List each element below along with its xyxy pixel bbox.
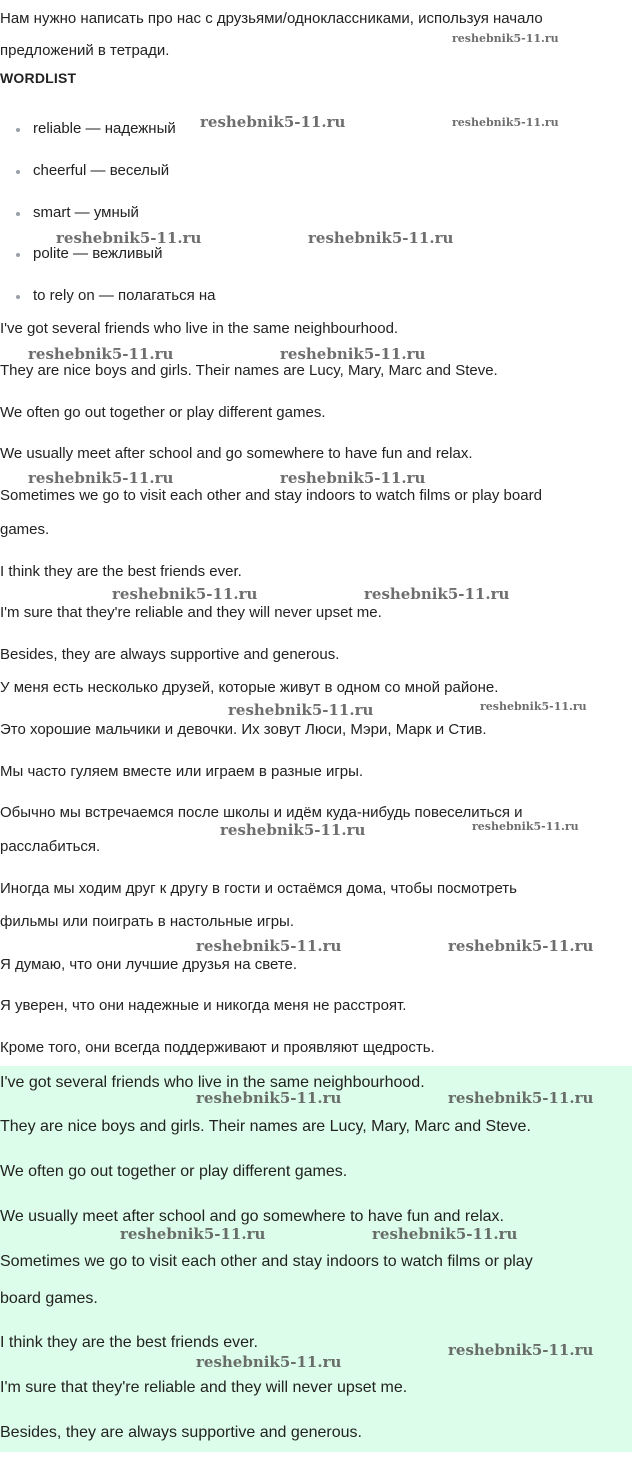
highlighted-line: I'm sure that they're reliable and they will never upset me. [0, 1379, 408, 1396]
wordlist-item-text: reliable — надежный [33, 120, 176, 137]
highlighted-line: We usually meet after school and go somewhere to have fun and relax. [0, 1208, 504, 1225]
watermark: reshebnik5-11.ru [196, 937, 342, 955]
russian-line: Иногда мы ходим друг к другу в гости и остаёмся дома, чтобы посмотреть [0, 880, 517, 897]
russian-line: Кроме того, они всегда поддерживают и проявляют щедрость. [0, 1039, 435, 1056]
russian-line: Обычно мы встречаемся после школы и идём куда-нибудь повеселиться и [0, 804, 523, 821]
watermark: reshebnik5-11.ru [220, 821, 366, 839]
english-line: I've got several friends who live in the same neighbourhood. [0, 320, 399, 337]
highlighted-line: board games. [0, 1290, 98, 1307]
watermark: reshebnik5-11.ru [308, 229, 454, 247]
english-line: games. [0, 521, 50, 538]
watermark: reshebnik5-11.ru [452, 32, 559, 45]
watermark: reshebnik5-11.ru [364, 585, 510, 603]
russian-line: Я уверен, что они надежные и никогда меня не расстроят. [0, 997, 407, 1014]
russian-line: Мы часто гуляем вместе или играем в разные игры. [0, 763, 364, 780]
wordlist-item-text: cheerful — веселый [33, 162, 170, 179]
bullet-icon [16, 253, 20, 257]
watermark: reshebnik5-11.ru [448, 937, 594, 955]
english-line: Besides, they are always supportive and generous. [0, 646, 340, 663]
watermark: reshebnik5-11.ru [480, 700, 587, 713]
highlighted-line: Besides, they are always supportive and generous. [0, 1424, 362, 1441]
watermark: reshebnik5-11.ru [472, 820, 579, 833]
highlighted-line: Sometimes we go to visit each other and stay indoors to watch films or play [0, 1253, 533, 1270]
intro-line-2: предложений в тетради. [0, 42, 170, 59]
watermark: reshebnik5-11.ru [120, 1225, 266, 1243]
russian-line: фильмы или поиграть в настольные игры. [0, 913, 295, 930]
russian-line: Я думаю, что они лучшие друзья на свете. [0, 956, 298, 973]
english-line: They are nice boys and girls. Their names are Lucy, Mary, Marc and Steve. [0, 362, 498, 379]
watermark: reshebnik5-11.ru [228, 701, 374, 719]
highlighted-line: They are nice boys and girls. Their names are Lucy, Mary, Marc and Steve. [0, 1118, 531, 1135]
wordlist-item-text: to rely on — полагаться на [33, 287, 216, 304]
highlighted-answer-block [0, 1066, 632, 1452]
russian-line: Это хорошие мальчики и девочки. Их зовут Люси, Мэри, Марк и Стив. [0, 721, 487, 738]
wordlist-item-text: smart — умный [33, 204, 139, 221]
bullet-icon [16, 295, 20, 299]
watermark: reshebnik5-11.ru [200, 113, 346, 131]
highlighted-line: We often go out together or play different games. [0, 1163, 348, 1180]
english-line: We often go out together or play different games. [0, 404, 326, 421]
watermark: reshebnik5-11.ru [448, 1341, 594, 1359]
watermark: reshebnik5-11.ru [372, 1225, 518, 1243]
english-line: I'm sure that they're reliable and they will never upset me. [0, 604, 382, 621]
bullet-icon [16, 212, 20, 216]
wordlist-heading: WORDLIST [0, 70, 77, 86]
watermark: reshebnik5-11.ru [56, 229, 202, 247]
watermark: reshebnik5-11.ru [28, 345, 174, 363]
english-line: I think they are the best friends ever. [0, 563, 242, 580]
bullet-icon [16, 170, 20, 174]
watermark: reshebnik5-11.ru [196, 1353, 342, 1371]
wordlist-item-text: polite — вежливый [33, 245, 163, 262]
highlighted-line: I've got several friends who live in the same neighbourhood. [0, 1074, 425, 1091]
english-line: We usually meet after school and go somewhere to have fun and relax. [0, 445, 473, 462]
english-line: Sometimes we go to visit each other and stay indoors to watch films or play board [0, 487, 542, 504]
watermark: reshebnik5-11.ru [28, 469, 174, 487]
watermark: reshebnik5-11.ru [280, 469, 426, 487]
russian-line: У меня есть несколько друзей, которые живут в одном со мной районе. [0, 679, 499, 696]
russian-line: расслабиться. [0, 838, 101, 855]
intro-line-1: Нам нужно написать про нас с друзьями/одноклассниками, используя начало [0, 10, 543, 27]
bullet-icon [16, 128, 20, 132]
watermark: reshebnik5-11.ru [452, 116, 559, 129]
watermark: reshebnik5-11.ru [280, 345, 426, 363]
watermark: reshebnik5-11.ru [112, 585, 258, 603]
highlighted-line: I think they are the best friends ever. [0, 1334, 258, 1351]
watermark: reshebnik5-11.ru [448, 1089, 594, 1107]
watermark: reshebnik5-11.ru [196, 1089, 342, 1107]
